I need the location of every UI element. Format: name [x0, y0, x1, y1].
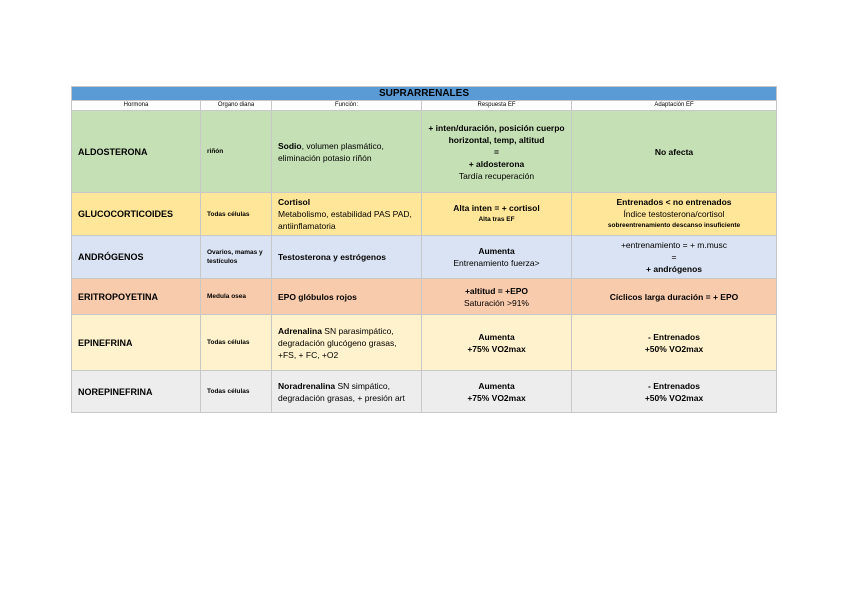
adaptation-line: + andrógenos	[646, 264, 702, 274]
target-organ-cell[interactable]: Todas células	[201, 315, 272, 371]
exercise-response-cell[interactable]	[422, 111, 572, 193]
response-line: +75% VO2max	[467, 343, 526, 354]
title-row	[72, 87, 777, 101]
function-cell[interactable]: Testosterona y estrógenos	[272, 236, 422, 279]
function-text: Metabolismo, estabilidad PAS PAD, antiinflamatoria	[278, 209, 412, 231]
function-text: SN parasimpático, degradación glucógeno grasas, +FS, + FC, +O2	[278, 325, 397, 360]
adaptation-index: Índice testosterona/cortisol	[623, 209, 725, 219]
function-keyword: Noradrenalina	[278, 380, 336, 391]
response-note: Entrenamiento fuerza>	[453, 258, 540, 268]
target-organ-cell[interactable]: Medula osea	[201, 279, 272, 315]
function-title: Cortisol	[278, 197, 311, 207]
response-main: Alta inten = + cortisol	[453, 203, 540, 213]
header-respuesta-ef[interactable]: Respuesta EF	[422, 101, 572, 111]
adaptation-main: Entrenados < no entrenados	[616, 197, 732, 207]
exercise-response-cell[interactable]	[422, 371, 572, 413]
response-line: Aumenta	[478, 380, 515, 391]
exercise-response-cell[interactable]	[422, 193, 572, 236]
function-text: SN simpático, degradación grasas, + presión art	[278, 380, 405, 403]
table-row-norepinefrina	[72, 371, 777, 413]
header-organo-diana[interactable]: Órgano diana	[201, 101, 272, 111]
response-line: + aldosterona	[468, 158, 525, 169]
adaptation-line: +50% VO2max	[644, 392, 704, 403]
response-line: + inten/duración, posición cuerpo horizontal, temp, altitud	[428, 122, 565, 145]
hormone-cell[interactable]: ALDOSTERONA	[72, 111, 201, 193]
exercise-adaptation-cell[interactable]	[572, 193, 777, 236]
response-main: Aumenta	[478, 246, 515, 256]
header-funcion[interactable]: Función:	[272, 101, 422, 111]
target-organ-cell[interactable]: Ovarios, mamas y testículos	[201, 236, 272, 279]
function-text: , volumen plasmático, eliminación potasio riñón	[278, 140, 384, 163]
function-cell[interactable]	[272, 315, 422, 371]
exercise-response-cell[interactable]	[422, 236, 572, 279]
header-hormona[interactable]: Hormona	[72, 101, 201, 111]
table-row-aldosterona	[72, 111, 777, 193]
function-keyword: Sodio	[278, 140, 302, 151]
table-row-eritropoyetina	[72, 279, 777, 315]
response-line: +75% VO2max	[467, 392, 526, 403]
function-cell[interactable]	[272, 111, 422, 193]
response-note: Alta tras EF	[478, 216, 515, 223]
response-note: Saturación >91%	[464, 297, 529, 308]
exercise-adaptation-cell[interactable]: Cíclicos larga duración = + EPO	[572, 279, 777, 315]
adaptation-line: +50% VO2max	[644, 343, 704, 354]
exercise-response-cell[interactable]	[422, 315, 572, 371]
target-organ-cell[interactable]: Todas células	[201, 371, 272, 413]
function-keyword: Adrenalina	[278, 325, 322, 336]
function-cell[interactable]	[272, 193, 422, 236]
exercise-adaptation-cell[interactable]	[572, 371, 777, 413]
header-row	[72, 101, 777, 111]
hormone-cell[interactable]: NOREPINEFRINA	[72, 371, 201, 413]
hormone-cell[interactable]: EPINEFRINA	[72, 315, 201, 371]
adaptation-line: =	[671, 252, 677, 262]
table-row-epinefrina	[72, 315, 777, 371]
hormone-cell[interactable]: GLUCOCORTICOIDES	[72, 193, 201, 236]
table-row-glucocorticoides	[72, 193, 777, 236]
exercise-response-cell[interactable]	[422, 279, 572, 315]
response-note: Tardía recuperación	[458, 170, 535, 181]
target-organ-cell[interactable]: riñón	[201, 111, 272, 193]
response-main: +altitud = +EPO	[464, 285, 529, 296]
response-line: =	[494, 146, 499, 157]
response-line: Aumenta	[478, 331, 515, 342]
exercise-adaptation-cell[interactable]	[572, 236, 777, 279]
function-cell[interactable]: EPO glóbulos rojos	[272, 279, 422, 315]
hormone-cell[interactable]: ERITROPOYETINA	[72, 279, 201, 315]
hormone-cell[interactable]: ANDRÓGENOS	[72, 236, 201, 279]
function-cell[interactable]	[272, 371, 422, 413]
adaptation-line: +entrenamiento = + m.musc	[620, 240, 728, 250]
table-row-androgenos	[72, 236, 777, 279]
suprarrenales-table	[71, 86, 777, 413]
adaptation-note: sobreentrenamiento descanso insuficiente	[607, 222, 741, 229]
target-organ-cell[interactable]: Todas células	[201, 193, 272, 236]
adaptation-line: - Entrenados	[648, 331, 700, 342]
adaptation-line: - Entrenados	[648, 380, 700, 391]
header-adaptacion-ef[interactable]: Adaptación EF	[572, 101, 777, 111]
exercise-adaptation-cell[interactable]: No afecta	[572, 111, 777, 193]
exercise-adaptation-cell[interactable]	[572, 315, 777, 371]
table-title[interactable]: SUPRARRENALES	[72, 87, 777, 101]
